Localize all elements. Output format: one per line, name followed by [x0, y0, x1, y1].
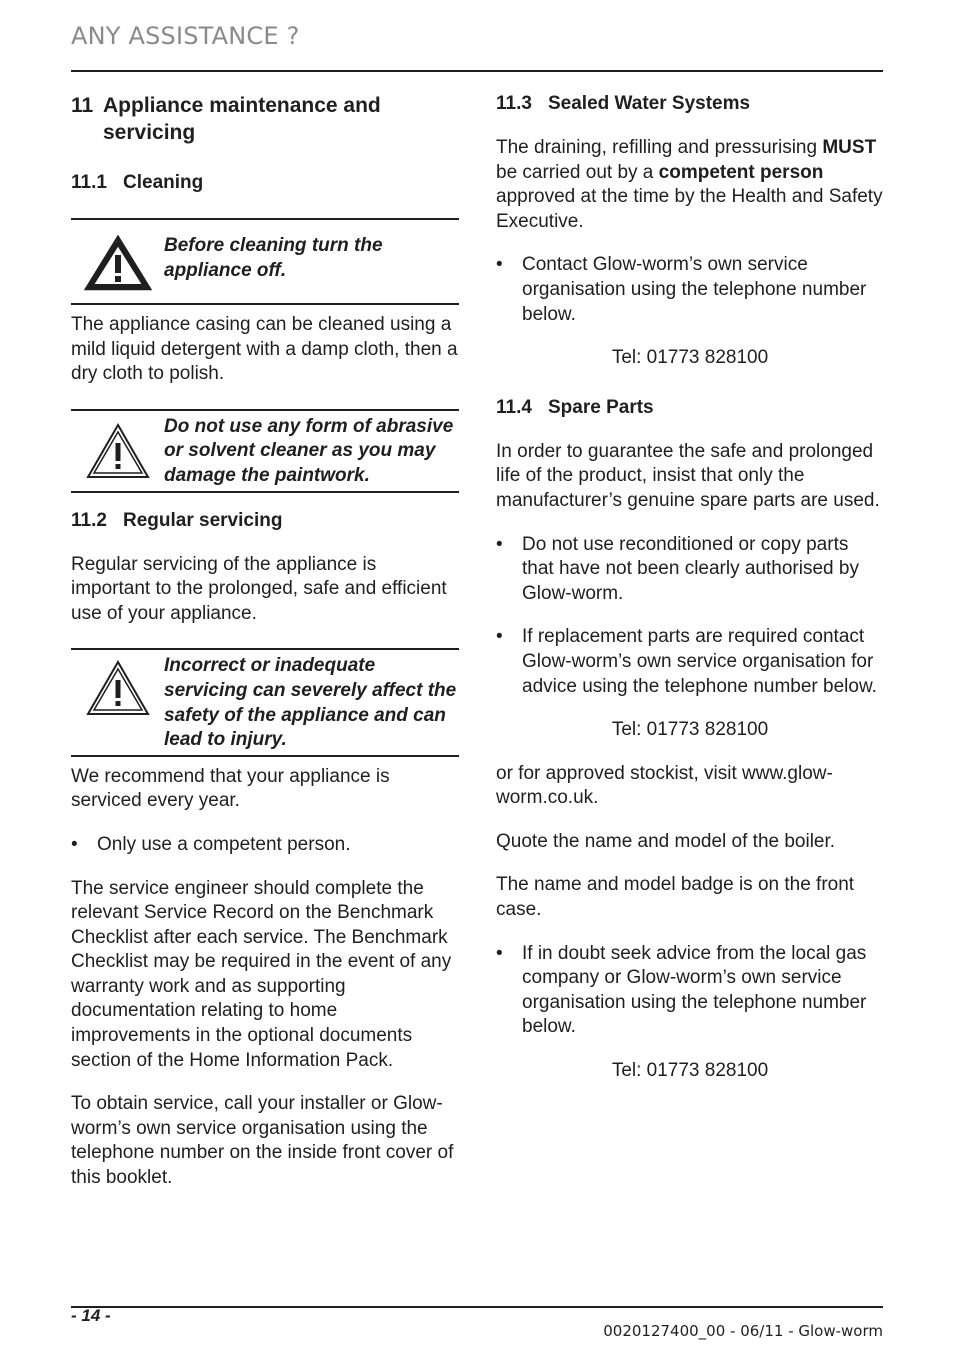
list-item-text: Only use a competent person. [97, 833, 351, 855]
servicing-body-3: The service engineer should complete the relevant Service Record on the Benchmark Checklist after each service. The Benchmark Checklist may be required in the event of any warranty work and as supporting documentation relating to home improvements in the optional documents section of the Home Information Pack. [71, 877, 452, 1071]
list-item [496, 625, 884, 699]
section-number: 11 [71, 94, 94, 117]
left-column [71, 92, 459, 1191]
subsection-heading-spares [496, 396, 884, 420]
page-number: - 14 - [71, 1306, 111, 1325]
right-column [496, 92, 884, 1084]
telephone-number: Tel: 01773 828100 [611, 1060, 769, 1082]
sealed-body-emphasis: competent person [658, 161, 824, 183]
subsection-number: 11.3 [496, 93, 532, 114]
subsection-title: Spare Parts [548, 396, 654, 418]
spares-body-1: In order to guarantee the safe and prolonged life of the product, insist that only the manufacturer’s genuine spare parts are used. [496, 440, 880, 511]
warning-triangle-icon [71, 234, 164, 291]
list-item [496, 253, 884, 327]
footer-rule [71, 1306, 883, 1308]
list-item-text: Contact Glow-worm’s own service organisation using the telephone number below. [522, 254, 867, 325]
bullet-marker: • [496, 626, 503, 648]
sealed-body [496, 136, 884, 234]
warning-box-abrasive [71, 409, 459, 493]
subsection-number: 11.1 [71, 172, 107, 193]
subsection-heading-cleaning [71, 171, 459, 195]
page-header-title: ANY ASSISTANCE ? [71, 22, 300, 50]
telephone-number: Tel: 01773 828100 [611, 347, 769, 369]
spares-body-3: Quote the name and model of the boiler. [496, 830, 836, 852]
bullet-marker: • [496, 942, 503, 964]
sealed-body-text: be carried out by a [496, 161, 659, 183]
warning-text: Incorrect or inadequate servicing can severely affect the safety of the appliance and can lead to injury. [164, 655, 457, 751]
servicing-body-2: We recommend that your appliance is serviced every year. [71, 765, 390, 812]
bullet-marker: • [71, 833, 78, 855]
warning-triangle-icon [71, 654, 164, 716]
warning-box-power-off [71, 218, 459, 305]
cleaning-body: The appliance casing can be cleaned using a mild liquid detergent with a damp cloth, then a dry cloth to polish. [71, 314, 458, 385]
section-title: Appliance maintenance and servicing [103, 94, 381, 144]
subsection-heading-servicing [71, 509, 459, 533]
bullet-marker: • [496, 533, 503, 555]
warning-text: Before cleaning turn the appliance off. [164, 235, 383, 281]
warning-text: Do not use any form of abrasive or solvent cleaner as you may damage the paintwork. [164, 415, 454, 486]
sealed-body-text: approved at the time by the Health and Safety Executive. [496, 186, 883, 232]
sealed-body-emphasis: MUST [822, 137, 877, 158]
list-item-text: Do not use reconditioned or copy parts that have not been clearly authorised by Glow-worm. [522, 533, 859, 604]
sealed-body-text: The draining, refilling and pressurising [496, 137, 823, 158]
subsection-number: 11.4 [496, 396, 532, 418]
subsection-heading-sealed [496, 92, 884, 116]
subsection-number: 11.2 [71, 509, 107, 531]
list-item-text: If in doubt seek advice from the local gas company or Glow-worm’s own service organisation using the telephone number below. [522, 942, 867, 1038]
spares-body-4: The name and model badge is on the front case. [496, 874, 855, 921]
spares-body-2: or for approved stockist, visit www.glow-worm.co.uk. [496, 762, 833, 809]
warning-triangle-icon [71, 415, 164, 479]
list-item [496, 942, 884, 1040]
list-item-text: If replacement parts are required contact Glow-worm’s own service organisation for advice using the telephone number below. [522, 626, 877, 697]
telephone-number: Tel: 01773 828100 [611, 719, 769, 741]
servicing-body-1: Regular servicing of the appliance is important to the prolonged, safe and efficient use of your appliance. [71, 553, 447, 624]
bullet-marker: • [496, 254, 503, 276]
subsection-title: Sealed Water Systems [548, 93, 751, 114]
list-item [71, 833, 459, 858]
subsection-title: Regular servicing [123, 509, 283, 531]
warning-box-servicing [71, 648, 459, 756]
subsection-title: Cleaning [123, 172, 204, 193]
document-reference: 0020127400_00 - 06/11 - Glow-worm [603, 1322, 883, 1340]
list-item [496, 533, 884, 607]
section-heading [71, 92, 459, 146]
header-rule [71, 70, 883, 72]
servicing-body-4: To obtain service, call your installer or Glow-worm’s own service organisation using the telephone number on the inside front cover of this booklet. [71, 1093, 454, 1189]
